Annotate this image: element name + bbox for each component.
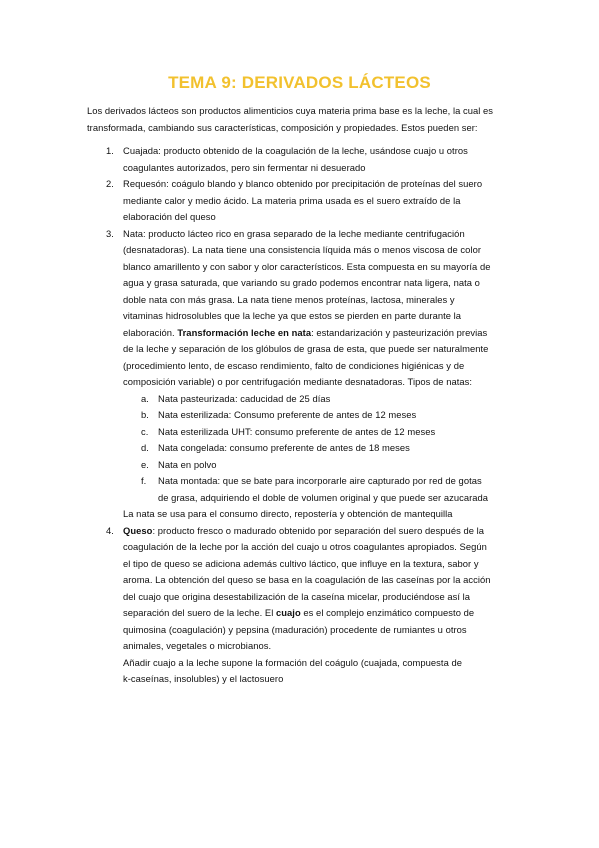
- sublist-letter: f.: [141, 475, 147, 486]
- item-line-with-bold: [123, 325, 517, 342]
- sublist-letter: d.: [141, 442, 149, 453]
- item-line: Añadir cuajo a la leche supone la formación del coágulo (cuajada, compuesta de: [123, 656, 463, 668]
- item-line: del cuajo que origina desestabilización de la caseína micelar, produciéndose así la: [123, 590, 471, 602]
- text-segment: : estandarización y pasteurización previas: [311, 326, 488, 338]
- item-line: composición variable) o por centrifugación mediante desnatadoras. Tipos de natas:: [123, 376, 473, 387]
- item-line-with-bold: [123, 605, 517, 622]
- list-number: 1.: [106, 145, 114, 156]
- item-line: (procedimiento lento, de escaso rendimiento, falto de condiciones higiénicas y de: [123, 359, 465, 371]
- list-item-cuajada: [87, 143, 517, 176]
- item-line: animales, vegetales o microbianos.: [123, 640, 272, 651]
- sublist-line: de grasa, adquiriendo el doble de volumen original y que puede ser azucarada: [158, 491, 489, 503]
- sublist-letter: b.: [141, 409, 149, 420]
- item-line: La nata se usa para el consumo directo, repostería y obtención de mantequilla: [123, 508, 453, 519]
- list-item-requeson: [87, 176, 517, 226]
- item-line: vitaminas hidrosolubles que la leche ya que estos se pierden en parte durante la: [123, 310, 462, 321]
- item-line: de la leche y separación de los glóbulos de grasa de esta, que puede ser naturalmente: [123, 343, 489, 354]
- numbered-list: [87, 143, 517, 688]
- item-line: elaboración del queso: [123, 211, 216, 222]
- item-line: aroma. La obtención del queso se basa en la coagulación de las caseínas por la acción: [123, 574, 491, 585]
- sublist-item-f: [87, 473, 517, 506]
- list-item-nata: [87, 226, 517, 391]
- sublist-item-d: [87, 440, 517, 457]
- list-item-queso: [87, 523, 517, 688]
- item-line: blanco amarillento y con sabor y olor característicos. Esta compuesta en su mayoría de: [123, 260, 491, 272]
- sublist-letter: a.: [141, 392, 149, 404]
- item-line: Nata: producto lácteo rico en grasa separado de la leche mediante centrifugación: [123, 227, 465, 239]
- bold-term-queso: Queso: [123, 524, 153, 536]
- item-line: doble nata con más grasa. La nata tiene menos proteínas, lactosa, minerales y: [123, 293, 455, 305]
- sublist-item-b: [87, 407, 517, 424]
- page-title: TEMA 9: DERIVADOS LÁCTEOS: [168, 73, 431, 92]
- nata-closing-line: [87, 506, 517, 523]
- bold-term-transformacion: Transformación leche en nata: [177, 326, 312, 338]
- text-segment: elaboración.: [123, 326, 178, 338]
- sublist-item-c: [87, 424, 517, 441]
- item-line: el tipo de queso se adiciona además cultivo láctico, que influye en la textura, sabor y: [123, 557, 479, 569]
- sublist-line: Nata pasteurizada: caducidad de 25 días: [158, 392, 331, 404]
- sublist-letter: e.: [141, 458, 149, 470]
- item-line: (desnatadoras). La nata tiene una consistencia líquida más o menos viscosa de color: [123, 244, 482, 255]
- intro-line: transformada, cambiando sus características, composición y propiedades. Estos pueden ser:: [87, 121, 478, 133]
- sublist-line: Nata montada: que se bate para incorporarle aire capturado por red de gotas: [158, 475, 482, 486]
- sublist-line: Nata esterilizada: Consumo preferente de antes de 12 meses: [158, 409, 417, 420]
- text-segment: : producto fresco o madurado obtenido por separación del suero después de la: [152, 524, 485, 536]
- sublist-letter: c.: [141, 425, 149, 437]
- text-segment: es el complejo enzimático compuesto de: [300, 607, 475, 618]
- item-line: mediante calor y medio ácido. La materia prima usada es el suero extraído de la: [123, 194, 461, 206]
- bold-term-cuajo: cuajo: [276, 607, 301, 618]
- list-number: 3.: [106, 227, 114, 239]
- text-segment: separación del suero de la leche. El: [123, 607, 276, 618]
- sublist-line: Nata esterilizada UHT: consumo preferente de antes de 12 meses: [158, 425, 436, 437]
- sublist-line: Nata congelada: consumo preferente de antes de 18 meses: [158, 442, 410, 453]
- item-line: coagulantes autorizados, pero sin fermentar ni desuerado: [123, 161, 366, 173]
- intro-line: Los derivados lácteos son productos alimenticios cuya materia prima base es la leche, la cual es: [87, 105, 494, 116]
- item-line: quimosina (coagulación) y pepsina (maduración) procedente de rumiantes u otros: [123, 623, 467, 635]
- list-number: 2.: [106, 178, 114, 189]
- item-line: coagulación de la leche por la acción del cuajo u otros coagulantes apropiados. Según: [123, 541, 487, 552]
- sublist-item-e: [87, 457, 517, 474]
- sublist-item-a: [87, 391, 517, 408]
- item-line: k-caseínas, insolubles) y el lactosuero: [123, 673, 284, 684]
- item-line: Requesón: coágulo blando y blanco obtenido por precipitación de proteínas del suero: [123, 178, 483, 189]
- item-line: Cuajada: producto obtenido de la coagulación de la leche, usándose cuajo u otros: [123, 145, 468, 156]
- sublist-line: Nata en polvo: [158, 458, 217, 470]
- intro-paragraph: [87, 103, 517, 136]
- list-number: 4.: [106, 524, 114, 536]
- item-line: agua y grasa saturada, que variando su grado podemos encontrar nata ligera, nata o: [123, 277, 480, 288]
- item-line-with-bold: [123, 523, 517, 540]
